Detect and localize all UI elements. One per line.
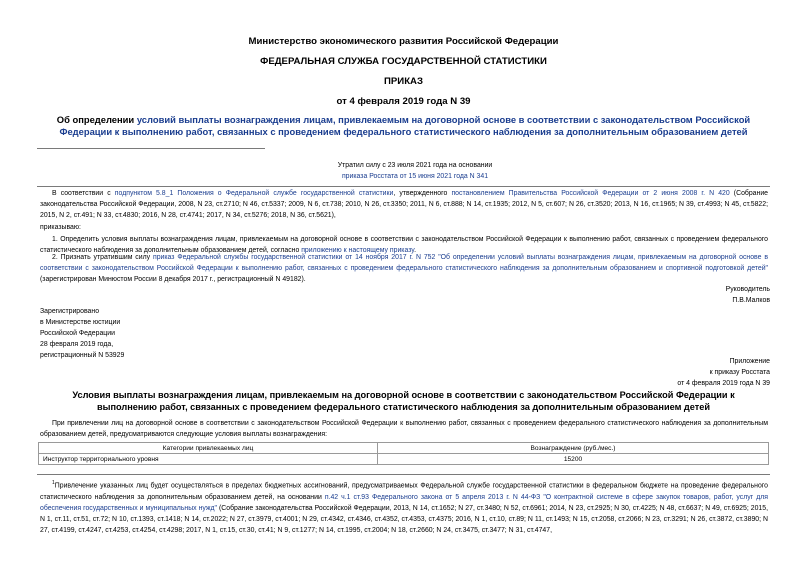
title-link[interactable]: условий выплаты вознаграждения лицам, привлекаемым на договорной основе в соответствии с законодательством Российской Федерации к выполнению работ, связанных с проведением федерального статистического наблюдения за дополнительным образованием детей <box>59 114 751 137</box>
doc-type-heading: ПРИКАЗ <box>384 76 423 87</box>
title-prefix: Об определении <box>56 114 137 125</box>
signature-role: Руководитель <box>725 286 770 293</box>
appendix-intro: При привлечении лиц на договорной основе в соответствии с законодательством Российской Федерации к выполнению работ, связанных с проведением федерального статистического наблюдения за дополнительным образованием детей, предусматриваются следующие условия выплаты вознаграждения: <box>40 420 768 439</box>
item-1-end: . <box>414 247 416 255</box>
appendix-label: Приложение <box>729 358 770 365</box>
repealed-order-link[interactable]: приказ Федеральной службы государственной статистики от 14 ноября 2017 г. N 752 "Об определении условий выплаты вознаграждения лицам, привлекаемым на договорной основе в соответствии с законодательством Российской Федерации к выполнению работ, связанных с проведением федерального статистического наблюдения за дополнительным образованием и спортивной подготовкой детей" <box>40 254 768 273</box>
preamble-text: , утвержденного <box>393 190 452 197</box>
footnote-mark: 1 <box>52 480 55 486</box>
registration-line: регистрационный N 53929 <box>40 352 125 359</box>
preamble-paragraph <box>40 188 768 222</box>
top-divider <box>37 148 265 149</box>
footnote-paragraph <box>40 478 768 536</box>
status-link[interactable]: приказа Росстата от 15 июня 2021 года N 341 <box>341 173 489 180</box>
order-word: приказываю: <box>40 224 81 231</box>
signature-name: П.В.Малков <box>732 297 770 304</box>
item-2-text: 2. Признать утратившим силу <box>52 254 153 261</box>
registration-line: 28 февраля 2019 года, <box>40 341 114 348</box>
registration-line: Российской Федерации <box>40 330 115 337</box>
appendix-label: к приказу Росстата <box>709 369 770 376</box>
service-heading: ФЕДЕРАЛЬНАЯ СЛУЖБА ГОСУДАРСТВЕННОЙ СТАТИСТИКИ <box>260 56 547 67</box>
document-title <box>30 114 777 138</box>
appendix-title: Условия выплаты вознаграждения лицам, привлекаемым на договорной основе в соответствии с законодательством Российской Федерации к выполнению работ, связанных с проведением федерального статистического наблюдения за дополнительным образованием детей <box>72 390 735 412</box>
footnote-text: Привлечение указанных лиц будет осуществляться в пределах бюджетных ассигнований, предусматриваемых Федеральной службе государственной статистики в федеральном бюджете на проведение федерального статистического наблюдения за дополнительным образованием детей, на основании <box>40 482 768 501</box>
registration-line: Зарегистрировано <box>40 308 100 315</box>
preamble-text: В соответствии с <box>52 190 115 197</box>
item-2-end: (зарегистрирован Минюстом России 8 декабря 2017 г., регистрационный N 49182). <box>40 276 306 284</box>
status-line-1: Утратил силу с 23 июля 2021 года на основании <box>337 162 493 169</box>
table-row <box>39 454 769 465</box>
appendix-label: от 4 февраля 2019 года N 39 <box>677 380 770 387</box>
item-1-text: 1. Определить условия выплаты вознаграждения лицам, привлекаемым на договорной основе в соответствии с законодательством Российской Федерации к выполнению работ, связанных с проведением федерального статистического наблюдения за дополнительным образованием детей, согласно <box>40 236 768 255</box>
footnote-divider <box>37 474 770 475</box>
preamble-link-decree[interactable]: постановлением Правительства Российской Федерации от 2 июня 2008 г. N 420 <box>451 190 730 197</box>
preamble-link-regulation[interactable]: подпунктом 5.8_1 Положения о Федеральной службе государственной статистики <box>114 190 394 197</box>
status-divider <box>37 186 770 187</box>
table-header-cell: Вознаграждение (руб./мес.) <box>378 443 769 454</box>
ministry-heading: Министерство экономического развития Российской Федерации <box>248 36 559 47</box>
remuneration-table <box>38 442 769 465</box>
footnote-text: (Собрание законодательства Российской Федерации, 2013, N 14, ст.1652; N 27, ст.3480; N 52, ст.6961; 2014, N 23, ст.2925; N 30, ст.4225; N 48, ст.6637; N 49, ст.6925; 2015, N 1, ст.11, ст.51, ст.72; N 10, ст.1393, ст.1418; N 14, ст.2022; N 27, ст.3979, ст.4001; N 29, ст.4342, ст.4346, ст.4352, ст.4353, ст.4375; 2016, N 1, ст.10, ст.89; N 11, ст.1493; N 15, ст.2058, ст.2066; N 23, ст.3291; N 26, ст.3872, ст.3890; N 27, ст.4199, ст.4247, ст.4253, ст.4254, ст.4298; 2017, N 1, ст.15, ст.30, ст.41; N 9, ст.1277; N 14, ст.1995, ст.2004; N 18, ст.2660; N 24, ст.3475, ст.3477; N 31, ст.4747, <box>40 504 768 535</box>
table-cell: Инструктор территориального уровня <box>39 454 378 465</box>
doc-date-number: от 4 февраля 2019 года N 39 <box>336 96 471 107</box>
appendix-link[interactable]: приложению к настоящему приказу <box>301 247 415 255</box>
table-cell: 15200 <box>378 454 769 465</box>
federal-law-link[interactable]: п.42 ч.1 ст.93 Федерального закона от 5 апреля 2013 г. N 44-ФЗ "О контрактной системе в сфере закупок товаров, работ, услуг для обеспечения государственных и муниципальных нужд" <box>40 493 768 512</box>
registration-line: в Министерстве юстиции <box>40 319 121 326</box>
preamble-text: (Собрание законодательства Российской Федерации, 2008, N 23, ст.2710; N 46, ст.5337; 2009, N 6, ст.738; 2010, N 26, ст.3350; 2011, N 6, ст.888; N 14, ст.1935; 2012, N 5, ст.607; N 26, ст.3520; 2013, N 16, ст.1965; N 39, ст.4993; N 45, ст.5822; 2015, N 2, ст.491; N 33, ст.4830; 2016, N 28, ст.4741; 2017, N 34, ст.5276; 2018, N 36, ст.5621), <box>40 190 768 220</box>
table-header-cell: Категории привлекаемых лиц <box>39 443 378 454</box>
item-2-paragraph <box>40 252 768 286</box>
table-header-row <box>39 443 769 454</box>
